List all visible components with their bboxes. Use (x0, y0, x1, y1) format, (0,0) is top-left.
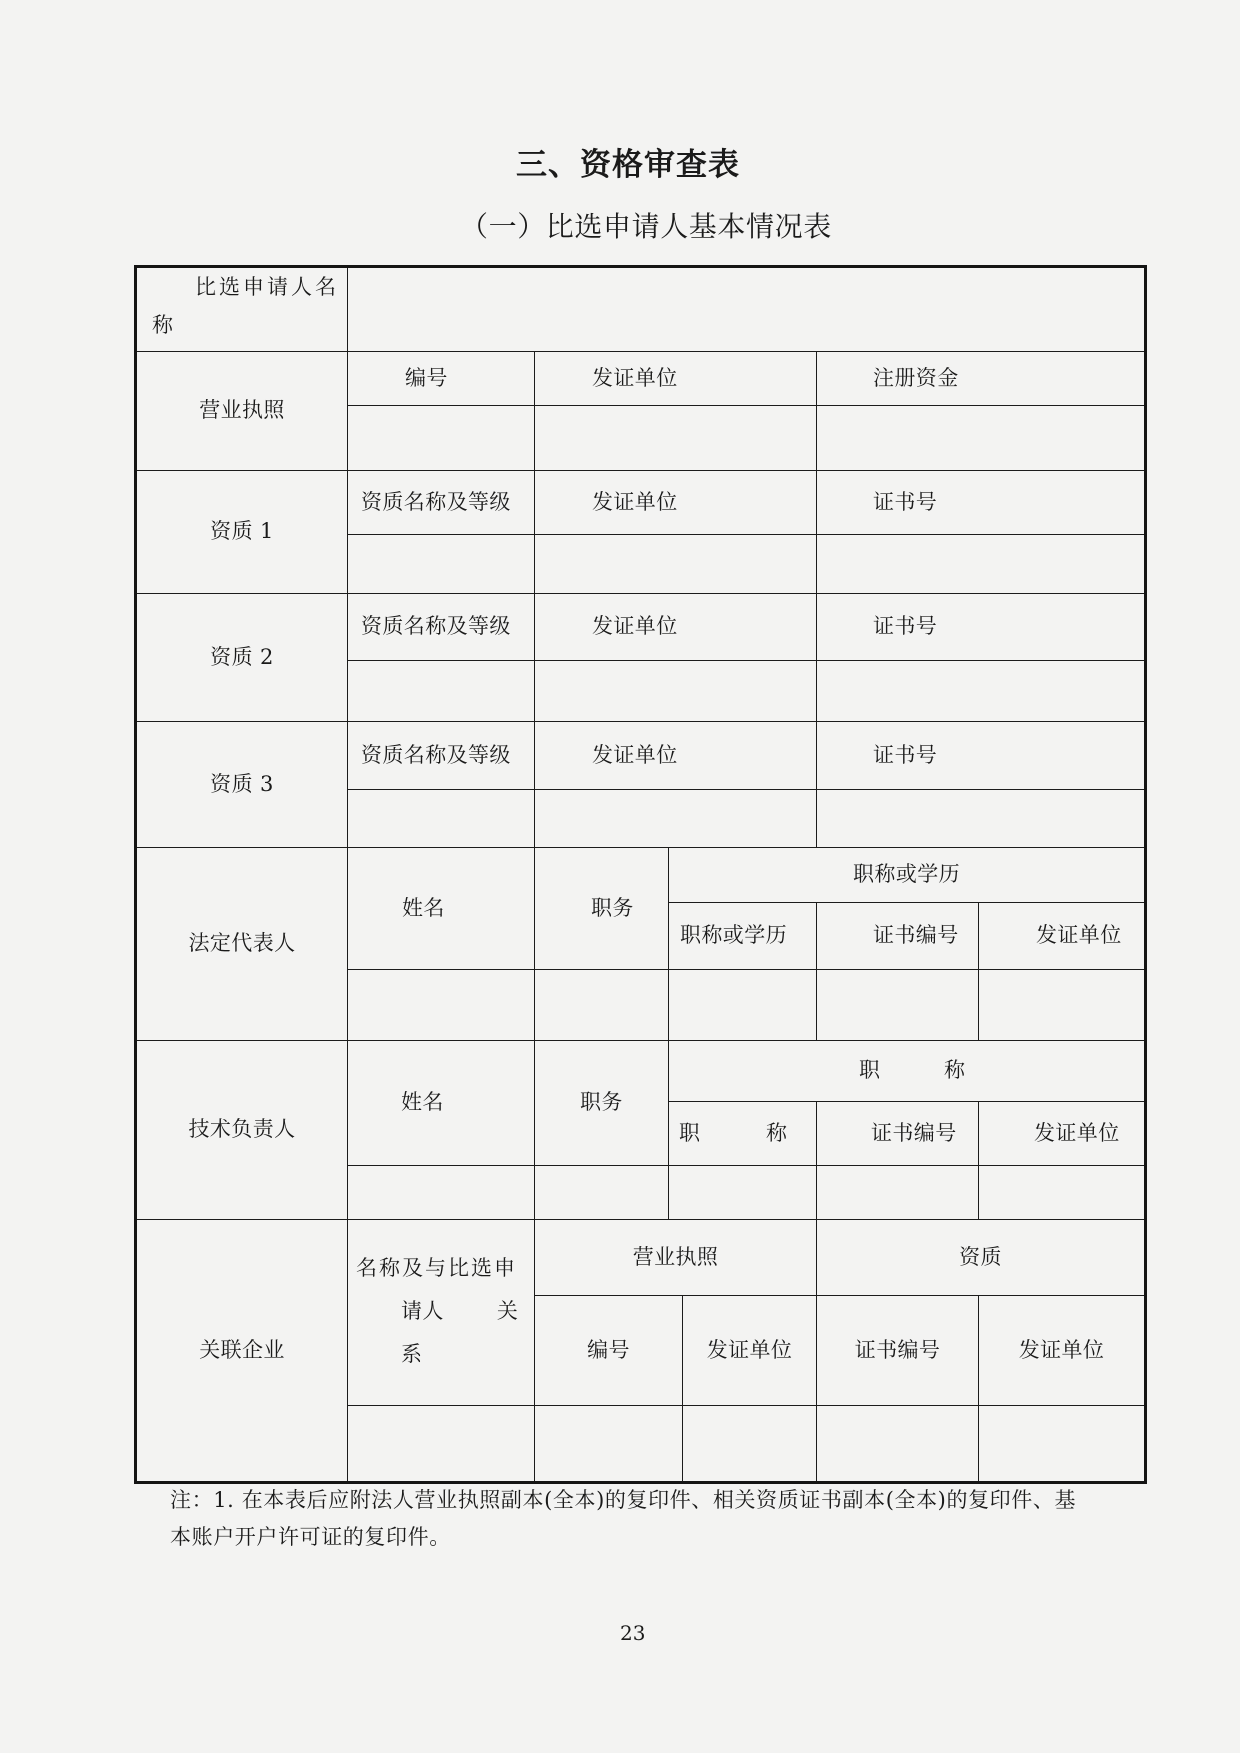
qualification-3-cert-value-cell (817, 790, 1146, 848)
affiliated-cert-number-header-cell (817, 1296, 979, 1406)
relation-header-cell (348, 1220, 535, 1406)
certificate-issuer-header: 发证单位 (1018, 1337, 1105, 1362)
business-license-label-cell (136, 352, 348, 471)
qualification-name-header: 资质名称及等级 (361, 489, 511, 514)
qualification-2-issuer-value-cell (535, 661, 817, 722)
license-issuer-value-cell (535, 406, 817, 471)
legal-rep-name-header-cell (348, 848, 535, 970)
legal-rep-title-value-cell (669, 970, 817, 1041)
name-header: 姓名 (402, 895, 445, 920)
legal-rep-title-group-header-cell (669, 848, 1146, 903)
legal-rep-issuer-header-cell (979, 903, 1146, 970)
affiliated-license-header-cell (535, 1220, 817, 1296)
applicant-name-row (136, 267, 1146, 352)
tech-lead-issuer-value-cell (979, 1166, 1146, 1220)
qualification-2-label-cell (136, 594, 348, 722)
legal-rep-position-header-cell (535, 848, 669, 970)
page-subtitle: （一）比选申请人基本情况表 (460, 210, 832, 243)
note-line1: 注：1. 在本表后应附法人营业执照副本(全本)的复印件、相关资质证书副本(全本)的复印件、基 (170, 1488, 1077, 1512)
legal-rep-issuer-value-cell (979, 970, 1146, 1041)
qualification-name-header: 资质名称及等级 (361, 742, 511, 767)
qualification-3-cert-header-cell (817, 722, 1146, 790)
qualification-1-header-row (136, 471, 1146, 535)
affiliated-cert-issuer-header-cell (979, 1296, 1146, 1406)
qualification-1-issuer-header-cell (535, 471, 817, 535)
title-or-education-header: 职称或学历 (680, 923, 787, 948)
business-license-label: 营业执照 (199, 398, 285, 423)
qualification-2-issuer-header-cell (535, 594, 817, 661)
relation-header-line3: 系 (401, 1342, 423, 1366)
affiliated-relation-value-cell (348, 1406, 535, 1483)
qualification-3-label-cell (136, 722, 348, 848)
qualification-2-label: 资质 2 (210, 644, 274, 669)
tech-lead-name-value-cell (348, 1166, 535, 1220)
license-issuer-header: 发证单位 (706, 1337, 793, 1362)
affiliated-license-number-header-cell (535, 1296, 683, 1406)
license-number-header: 编号 (587, 1337, 630, 1362)
certificate-number-header: 证书编号 (871, 1120, 957, 1145)
legal-rep-position-value-cell (535, 970, 669, 1041)
tech-lead-position-value-cell (535, 1166, 669, 1220)
affiliated-header-row (136, 1220, 1146, 1296)
applicant-name-value-cell (348, 267, 1146, 352)
position-header: 职务 (580, 1090, 623, 1115)
note-line2: 本账户开户许可证的复印件。 (170, 1525, 451, 1549)
business-license-header-row (136, 352, 1146, 406)
tech-lead-position-header-cell (535, 1041, 669, 1166)
legal-rep-title-header-cell (669, 903, 817, 970)
qualification-name-header: 资质名称及等级 (361, 614, 511, 639)
qualification-3-issuer-header-cell (535, 722, 817, 790)
legal-rep-label: 法定代表人 (188, 931, 296, 956)
professional-title-group-header: 职称 (859, 1058, 1029, 1083)
affiliated-license-header: 营业执照 (632, 1244, 719, 1269)
license-issuer-header: 发证单位 (592, 365, 678, 390)
legal-rep-cert-number-header-cell (817, 903, 979, 970)
legal-rep-label-cell (136, 848, 348, 1041)
qualification-issuer-header: 发证单位 (592, 614, 678, 639)
certificate-number-header: 证书号 (873, 742, 938, 767)
certificate-number-header: 证书编号 (854, 1337, 941, 1362)
tech-lead-header-row (136, 1041, 1146, 1102)
affiliated-cert-number-value-cell (817, 1406, 979, 1483)
legal-rep-name-value-cell (348, 970, 535, 1041)
qualification-1-label: 资质 1 (210, 519, 274, 544)
qualification-2-cert-value-cell (817, 661, 1146, 722)
affiliated-license-number-value-cell (535, 1406, 683, 1483)
qualification-1-label-cell (136, 471, 348, 594)
affiliated-cert-issuer-value-cell (979, 1406, 1146, 1483)
position-header: 职务 (591, 895, 634, 920)
qualification-3-issuer-value-cell (535, 790, 817, 848)
qualification-1-name-header-cell (348, 471, 535, 535)
tech-lead-label-cell (136, 1041, 348, 1220)
issuer-header: 发证单位 (1036, 923, 1122, 948)
relation-header-line2-right: 关 (496, 1299, 519, 1323)
professional-title-header: 职称 (679, 1120, 853, 1145)
qualification-3-label: 资质 3 (210, 771, 274, 796)
title-or-education-group-header: 职称或学历 (853, 862, 961, 887)
affiliated-license-issuer-value-cell (683, 1406, 817, 1483)
qualification-3-name-value-cell (348, 790, 535, 848)
tech-lead-label: 技术负责人 (188, 1117, 296, 1142)
legal-rep-header-row (136, 848, 1146, 903)
license-number-header: 编号 (405, 365, 448, 390)
qualification-1-issuer-value-cell (535, 535, 817, 594)
affiliated-license-issuer-header-cell (683, 1296, 817, 1406)
tech-lead-title-header-cell (669, 1102, 853, 1166)
qualification-1-name-value-cell (348, 535, 535, 594)
affiliated-label-cell (136, 1220, 348, 1483)
page-title: 三、资格审查表 (516, 147, 740, 183)
registered-capital-header-cell (817, 352, 1146, 406)
qualification-1-cert-header-cell (817, 471, 1146, 535)
qualification-2-name-value-cell (348, 661, 535, 722)
qualification-1-cert-value-cell (817, 535, 1146, 594)
applicant-name-label-line2: 称 (152, 313, 174, 337)
tech-lead-name-header-cell (348, 1041, 535, 1166)
certificate-number-header: 证书编号 (873, 923, 959, 948)
relation-header-line1: 名称及与比选申 (356, 1256, 517, 1280)
affiliated-qualification-header: 资质 (959, 1244, 1002, 1269)
license-number-value-cell (348, 406, 535, 471)
legal-rep-cert-number-value-cell (817, 970, 979, 1041)
name-header: 姓名 (401, 1090, 444, 1115)
registered-capital-value-cell (817, 406, 1146, 471)
registered-capital-header: 注册资金 (873, 365, 959, 390)
certificate-number-header: 证书号 (873, 614, 938, 639)
qualification-3-name-header-cell (348, 722, 535, 790)
page-number: 23 (620, 1621, 646, 1645)
relation-header-line2-left: 请人 (401, 1299, 444, 1323)
applicant-name-label-line1: 比选申请人名 (195, 275, 339, 299)
applicant-info-table (134, 265, 1147, 1484)
qualification-2-name-header-cell (348, 594, 535, 661)
tech-lead-cert-number-value-cell (817, 1166, 979, 1220)
qualification-issuer-header: 发证单位 (592, 742, 678, 767)
certificate-number-header: 证书号 (873, 489, 938, 514)
affiliated-enterprises-label: 关联企业 (199, 1337, 285, 1362)
qualification-2-header-row (136, 594, 1146, 661)
qualification-2-cert-header-cell (817, 594, 1146, 661)
qualification-issuer-header: 发证单位 (592, 489, 678, 514)
affiliated-qualification-header-cell (817, 1220, 1146, 1296)
tech-lead-title-value-cell (669, 1166, 817, 1220)
relation-header-line2 (348, 1290, 534, 1333)
qualification-3-header-row (136, 722, 1146, 790)
issuer-header: 发证单位 (1034, 1120, 1120, 1145)
applicant-name-label-cell (136, 267, 348, 352)
license-number-header-cell (348, 352, 535, 406)
license-issuer-header-cell (535, 352, 817, 406)
tech-lead-issuer-header-cell (979, 1102, 1146, 1166)
tech-lead-title-group-header-cell (669, 1041, 1146, 1102)
